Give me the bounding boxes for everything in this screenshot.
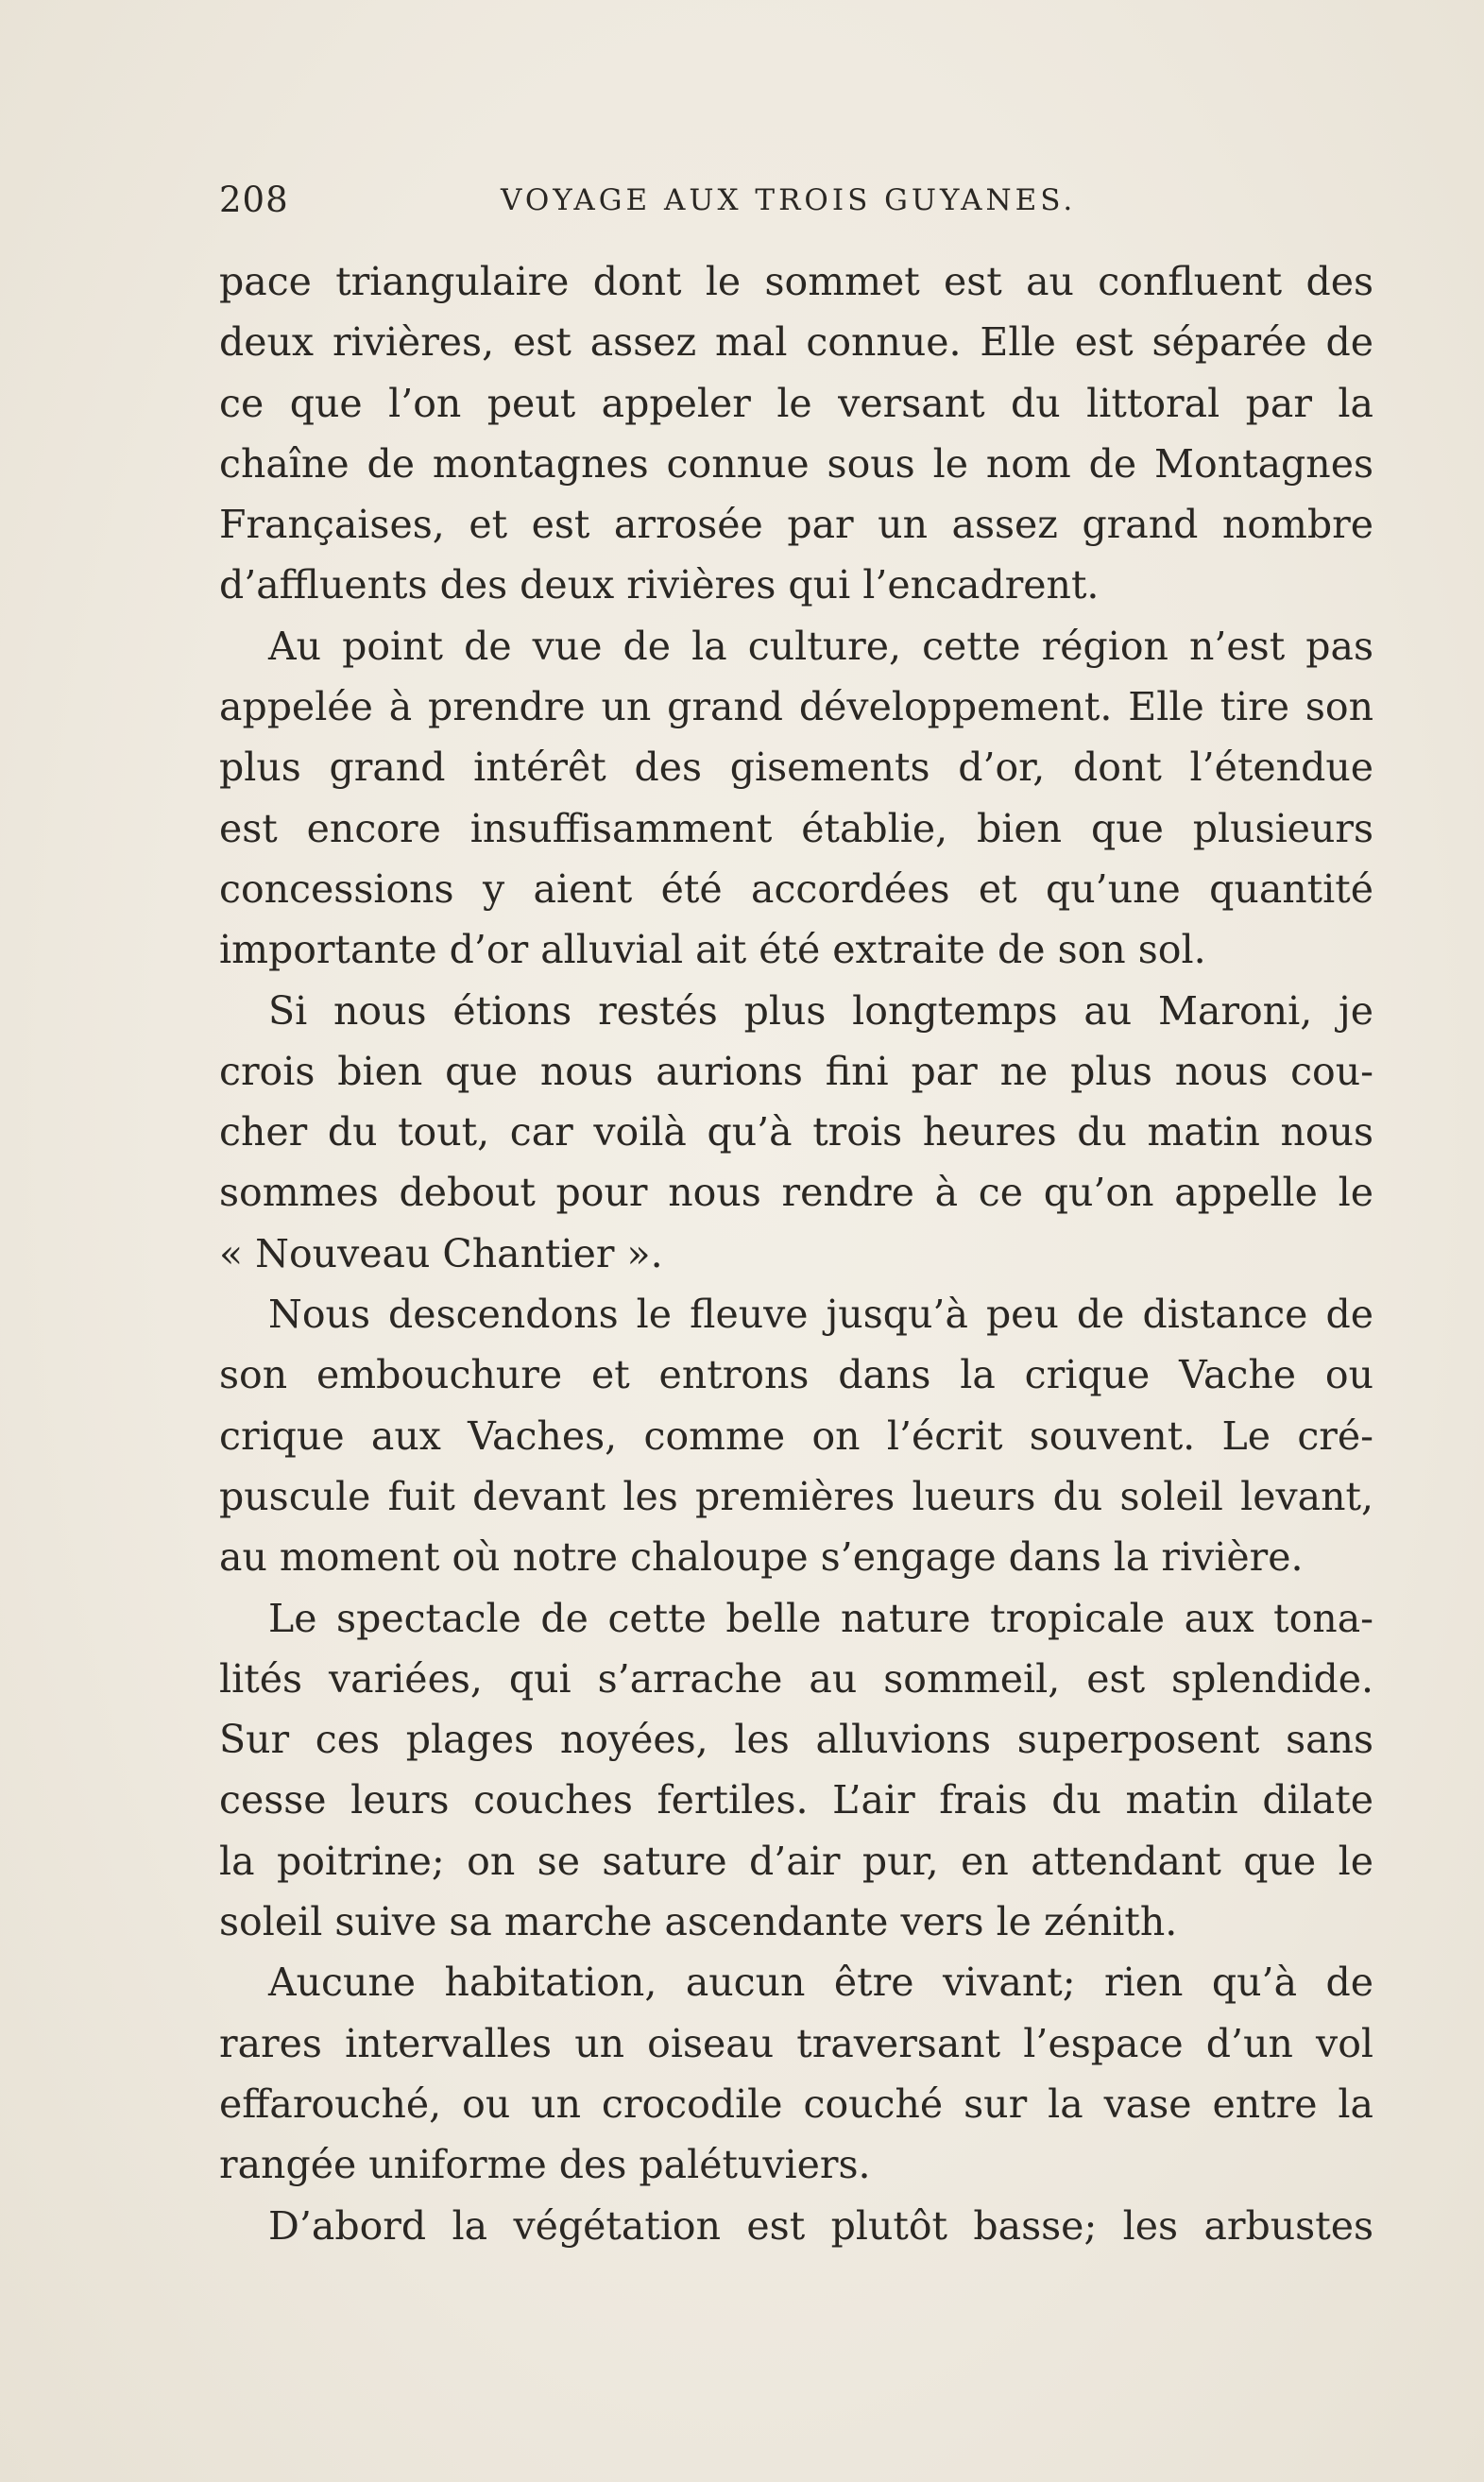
text-line: deux rivières, est assez mal connue. Elle est séparée de: [219, 319, 1373, 366]
text-line: Nous descendons le fleuve jusqu’à peu de distance de: [268, 1292, 1373, 1338]
paragraph: [219, 251, 1373, 616]
text-line: crois bien que nous aurions fini par ne plus nous cou-: [219, 1048, 1373, 1094]
text-line: chaîne de montagnes connue sous le nom de Montagnes: [219, 440, 1373, 487]
text-line: la poitrine; on se sature d’air pur, en attendant que le: [219, 1838, 1373, 1884]
paragraph: [219, 2196, 1373, 2256]
paragraph: [219, 616, 1373, 981]
text-line: concessions y aient été accordées et qu’une quantité: [219, 865, 1373, 912]
text-line: d’affluents des deux rivières qui l’encadrent.: [219, 562, 1100, 608]
text-line: Au point de vue de la culture, cette région n’est pas: [268, 623, 1373, 669]
text-line: lités variées, qui s’arrache au sommeil, est splendide.: [219, 1655, 1373, 1702]
text-line: plus grand intérêt des gisements d’or, dont l’étendue: [219, 745, 1373, 791]
body-text: [219, 251, 1373, 2256]
text-line: effarouché, ou un crocodile couché sur la vase entre la: [219, 2080, 1373, 2127]
paragraph: [219, 1588, 1373, 1953]
text-line: puscule fuit devant les premières lueurs du soleil levant,: [219, 1473, 1373, 1519]
paragraph: [219, 981, 1373, 1284]
running-title: VOYAGE AUX TROIS GUYANES.: [501, 183, 1077, 217]
text-line: D’abord la végétation est plutôt basse; les arbustes: [268, 2202, 1373, 2249]
text-line: rangée uniforme des palétuviers.: [219, 2142, 871, 2188]
text-line: Le spectacle de cette belle nature tropicale aux tona-: [268, 1595, 1373, 1641]
text-line: « Nouveau Chantier ».: [219, 1230, 663, 1276]
text-line: Françaises, et est arrosée par un assez grand nombre: [219, 502, 1373, 548]
text-line: crique aux Vaches, comme on l’écrit souvent. Le cré-: [219, 1412, 1373, 1459]
text-line: ce que l’on peut appeler le versant du littoral par la: [219, 380, 1373, 426]
text-line: est encore insuffisamment établie, bien que plusieurs: [219, 805, 1373, 851]
text-line: sommes debout pour nous rendre à ce qu’on appelle le: [219, 1170, 1373, 1216]
text-line: importante d’or alluvial ait été extraite de son sol.: [219, 927, 1206, 973]
text-line: rares intervalles un oiseau traversant l’espace d’un vol: [219, 2020, 1373, 2066]
text-line: cher du tout, car voilà qu’à trois heures du matin nous: [219, 1109, 1373, 1155]
text-line: pace triangulaire dont le sommet est au confluent des: [219, 259, 1373, 304]
text-line: Si nous étions restés plus longtemps au Maroni, je: [268, 987, 1373, 1034]
paragraph: [219, 1284, 1373, 1587]
text-line: Sur ces plages noyées, les alluvions superposent sans: [219, 1717, 1373, 1763]
text-line: soleil suive sa marche ascendante vers le zénith.: [219, 1899, 1178, 1945]
page-header: [219, 180, 1373, 229]
text-line: au moment où notre chaloupe s’engage dans la rivière.: [219, 1534, 1304, 1581]
page-number: 208: [219, 180, 289, 220]
text-line: appelée à prendre un grand développement. Elle tire son: [219, 684, 1373, 730]
text-line: cesse leurs couches fertiles. L’air frais du matin dilate: [219, 1777, 1373, 1823]
text-line: Aucune habitation, aucun être vivant; rien qu’à de: [268, 1960, 1373, 2006]
text-line: son embouchure et entrons dans la crique Vache ou: [219, 1352, 1373, 1398]
paragraph: [219, 1952, 1373, 2195]
